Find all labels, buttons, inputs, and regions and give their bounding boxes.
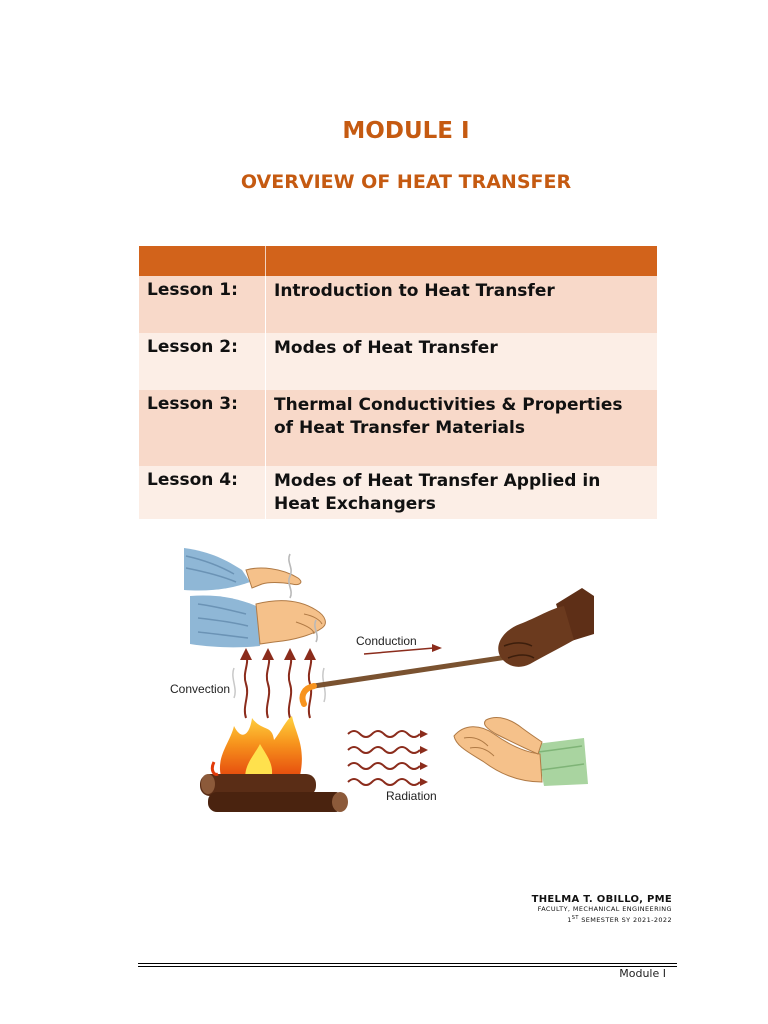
author-block [532, 894, 672, 925]
lesson-label: Lesson 1: [139, 276, 266, 333]
hand-upper-icon [184, 548, 301, 591]
module-subtitle: OVERVIEW OF HEAT TRANSFER [240, 171, 572, 193]
lesson-title-line: Modes of Heat Transfer Applied in [274, 471, 601, 491]
lesson-title-line: of Heat Transfer Materials [274, 418, 525, 438]
header-cell [139, 246, 266, 276]
hands-warming-icon [454, 718, 588, 786]
campfire-icon [200, 716, 348, 812]
table-header-row [139, 246, 657, 276]
semester-text: SEMESTER SY 2021-2022 [578, 916, 672, 925]
lesson-title-line: Thermal Conductivities & Properties [274, 395, 623, 415]
convection-arrows [240, 648, 316, 718]
lesson-title-line: Introduction to Heat Transfer [274, 281, 555, 301]
conduction-label: Conduction [356, 634, 417, 648]
header-cell [266, 246, 658, 276]
author-semester [532, 914, 672, 925]
footer-label: Module I [619, 967, 666, 980]
footer-rule-thin [138, 966, 677, 967]
lesson-title [266, 276, 658, 333]
lessons-table [139, 246, 657, 519]
table-row [139, 466, 657, 519]
author-name: THELMA T. OBILLO, PME [531, 894, 672, 905]
table-row [139, 390, 657, 466]
lesson-label: Lesson 3: [139, 390, 266, 466]
semester-number: 1 [567, 916, 572, 925]
lesson-label: Lesson 2: [139, 333, 266, 390]
lesson-label: Lesson 4: [139, 466, 266, 519]
table-row [139, 276, 657, 333]
lesson-title-line: Heat Exchangers [274, 494, 436, 514]
lesson-title [266, 466, 658, 519]
footer-rule [138, 963, 677, 964]
radiation-waves [348, 730, 428, 786]
hand-lower-icon [190, 595, 325, 647]
heat-transfer-illustration [164, 548, 594, 818]
lesson-title [266, 333, 658, 390]
gloved-hand-icon [498, 588, 594, 667]
convection-label: Convection [170, 682, 231, 696]
radiation-label: Radiation [386, 789, 437, 803]
lesson-title [266, 390, 658, 466]
author-position: FACULTY, MECHANICAL ENGINEERING [537, 905, 672, 913]
module-title: MODULE I [342, 118, 470, 144]
semester-ordinal: ST [571, 915, 579, 921]
table-row [139, 333, 657, 390]
rod-icon [302, 656, 514, 704]
lesson-title-line: Modes of Heat Transfer [274, 338, 498, 358]
